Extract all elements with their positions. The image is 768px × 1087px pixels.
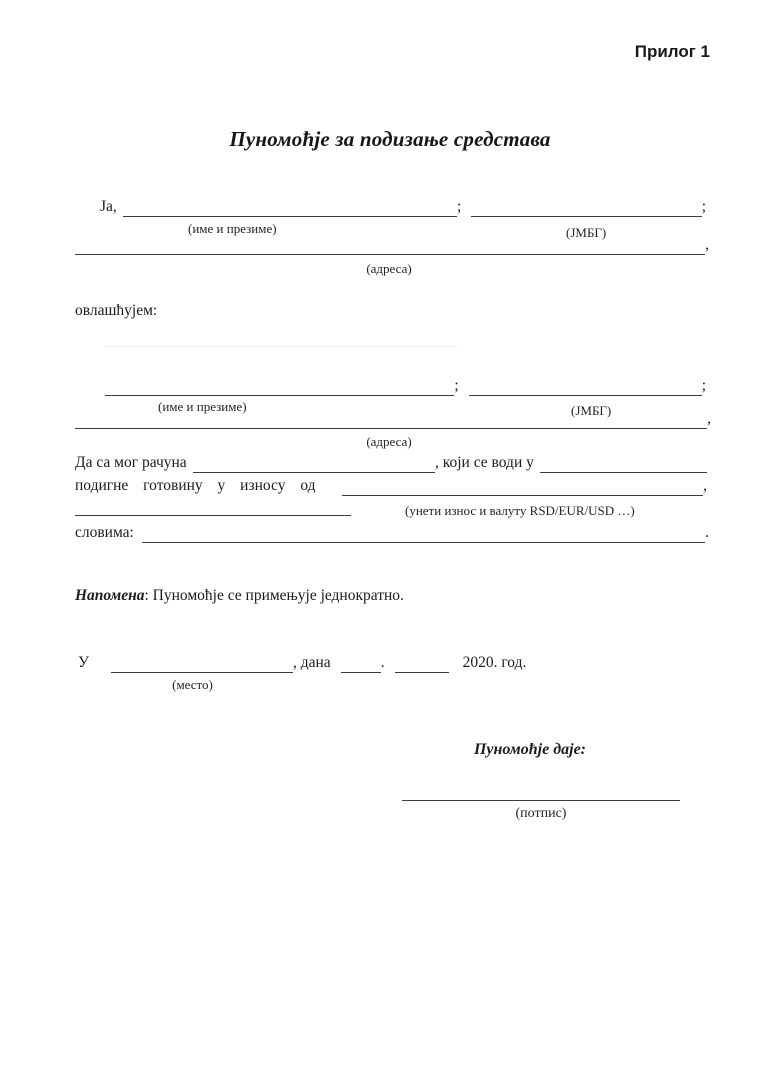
agent-jmbg-field[interactable] [469,379,702,396]
day-field[interactable] [341,656,381,673]
agent-name-row [105,377,706,396]
place-field[interactable] [111,656,293,673]
note-label: Напомена [75,587,145,604]
principal-intro-label: Ја, [100,198,117,215]
place-hint: (место) [172,677,213,692]
principal-address-row [75,236,709,255]
signature-hint: (потпис) [515,806,567,821]
semicolon: ; [454,377,459,394]
comma: , [705,236,709,253]
comma: , [707,410,711,427]
grantor-label: Пуномоћје даје: [473,741,587,758]
amount-field[interactable] [342,479,704,496]
principal-address-field[interactable] [75,238,705,255]
semicolon: ; [701,198,706,215]
principal-name-hint: (име и презиме) [188,221,277,236]
held-at-label: , који се води у [435,454,534,471]
day-label: , дана [292,654,331,671]
place-date-row [78,654,556,673]
amount-in-words-field[interactable] [142,526,705,543]
account-clause-line2 [75,477,707,496]
note-line [75,587,404,606]
year-label: 2020. год. [462,654,527,671]
signature-field[interactable] [402,790,680,801]
account-clause-line1 [75,454,707,473]
note-text: : Пуномоћје се примењује једнократно. [144,587,404,604]
principal-name-row [100,198,706,217]
account-number-field[interactable] [193,456,435,473]
principal-address-hint: (адреса) [366,261,412,276]
month-field[interactable] [395,656,449,673]
agent-name-hint: (име и презиме) [158,399,247,414]
principal-jmbg-hint: (ЈМБГ) [566,225,607,240]
period: . [705,524,709,541]
bank-name-field[interactable] [540,456,707,473]
semicolon: ; [701,377,706,394]
agent-address-row [75,410,711,429]
agent-name-field[interactable] [105,379,454,396]
agent-address-hint: (адреса) [366,434,412,449]
faint-scan-line [105,338,458,347]
semicolon: ; [456,198,462,215]
authorize-label: овлашћујем: [75,302,158,319]
document-title: Пуномоћје за подизање средстава [229,127,551,151]
principal-name-field[interactable] [123,200,457,217]
attachment-label: Прилог 1 [634,42,710,61]
agent-address-field[interactable] [75,412,707,429]
from-account-label: Да са мог рачуна [75,454,187,471]
place-in-label: У [78,654,89,671]
withdraw-cash-label: подигне готовину у износу од [75,477,316,494]
account-clause-line4 [75,524,709,543]
agent-jmbg-hint: (ЈМБГ) [571,403,612,418]
principal-jmbg-field[interactable] [471,200,701,217]
amount-continuation-field[interactable] [75,505,351,516]
comma: , [703,477,707,494]
date-dot: . [380,654,385,671]
amount-currency-hint: (унети износ и валуту RSD/EUR/USD …) [405,503,635,518]
in-words-label: словима: [75,524,134,541]
